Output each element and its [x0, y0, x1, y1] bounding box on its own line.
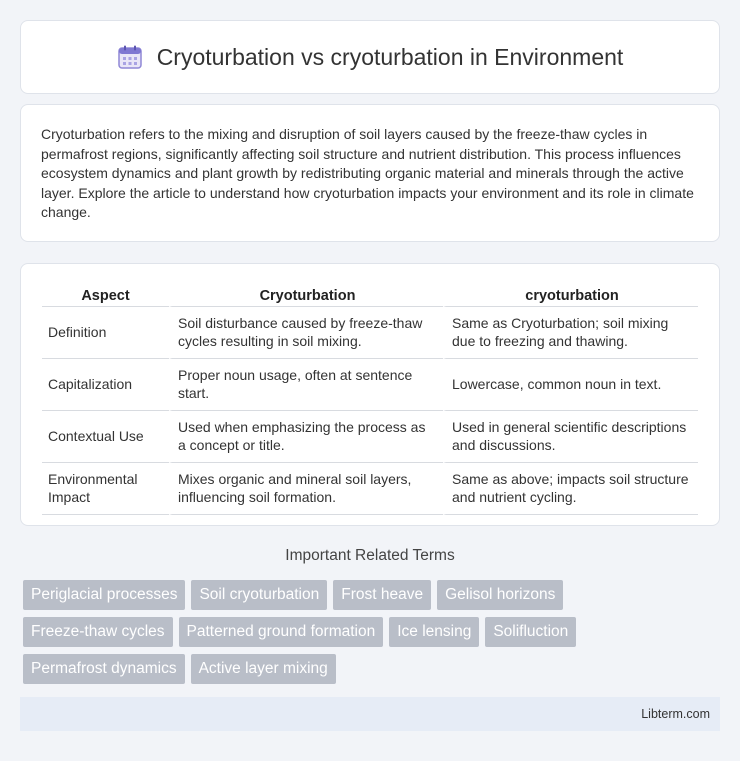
calendar-icon — [117, 44, 143, 70]
tag-row — [23, 654, 723, 684]
table-cell: Used in general scientific descriptions and discussions. — [443, 411, 698, 463]
header — [117, 44, 624, 71]
table-cell: Same as above; impacts soil structure and nutrient cycling. — [443, 463, 698, 515]
table-row — [42, 359, 698, 411]
tag-periglacial-processes[interactable]: Periglacial processes — [23, 580, 185, 610]
table-cell: Same as Cryoturbation; soil mixing due to freezing and thawing. — [443, 307, 698, 359]
intro-card — [20, 104, 720, 242]
table-cell: Proper noun usage, often at sentence start. — [169, 359, 443, 411]
tag-soil-cryoturbation[interactable]: Soil cryoturbation — [191, 580, 327, 610]
table-row — [42, 411, 698, 463]
intro-text: Cryoturbation refers to the mixing and disruption of soil layers caused by the freeze-thaw cycles in permafrost regions, significantly affecting soil structure and nutrient distribution. This process influences ecosystem dynamics and plant growth by redistributing organic material and minerals through the active layer. Explore the article to understand how cryoturbation impacts your environment and its role in climate change. — [41, 126, 694, 220]
table-cell-aspect: Definition — [42, 307, 169, 359]
page-title: Cryoturbation vs cryoturbation in Environment — [156, 43, 624, 70]
table-cell: Lowercase, common noun in text. — [443, 359, 698, 411]
tag-solifluction[interactable]: Solifluction — [485, 617, 576, 647]
footer-site-link[interactable]: Libterm.com — [641, 707, 710, 721]
header-card — [20, 20, 720, 94]
table-header-row — [42, 284, 698, 307]
tag-frost-heave[interactable]: Frost heave — [333, 580, 431, 610]
tag-ice-lensing[interactable]: Ice lensing — [389, 617, 479, 647]
table-row — [42, 307, 698, 359]
tag-gelisol-horizons[interactable]: Gelisol horizons — [437, 580, 563, 610]
column-header-aspect: Aspect — [42, 284, 169, 307]
related-terms-tags — [23, 580, 723, 691]
table-cell-aspect: Contextual Use — [42, 411, 169, 463]
column-header-cryoturbation-lower: cryoturbation — [443, 284, 698, 307]
table-cell-aspect: Capitalization — [42, 359, 169, 411]
table-cell-aspect: Environmental Impact — [42, 463, 169, 515]
comparison-table-card — [20, 263, 720, 526]
tag-permafrost-dynamics[interactable]: Permafrost dynamics — [23, 654, 185, 684]
table-row — [42, 463, 698, 515]
table-cell: Mixes organic and mineral soil layers, influencing soil formation. — [169, 463, 443, 515]
table-cell: Soil disturbance caused by freeze-thaw cycles resulting in soil mixing. — [169, 307, 443, 359]
column-header-cryoturbation-capital: Cryoturbation — [169, 284, 443, 307]
tag-row — [23, 580, 723, 610]
tag-row — [23, 617, 723, 647]
related-terms-title: Important Related Terms — [285, 547, 455, 564]
footer — [20, 697, 720, 731]
tag-active-layer-mixing[interactable]: Active layer mixing — [191, 654, 336, 684]
table-cell: Used when emphasizing the process as a concept or title. — [169, 411, 443, 463]
tag-patterned-ground-formation[interactable]: Patterned ground formation — [179, 617, 384, 647]
comparison-table — [42, 284, 698, 515]
tag-freeze-thaw-cycles[interactable]: Freeze-thaw cycles — [23, 617, 173, 647]
